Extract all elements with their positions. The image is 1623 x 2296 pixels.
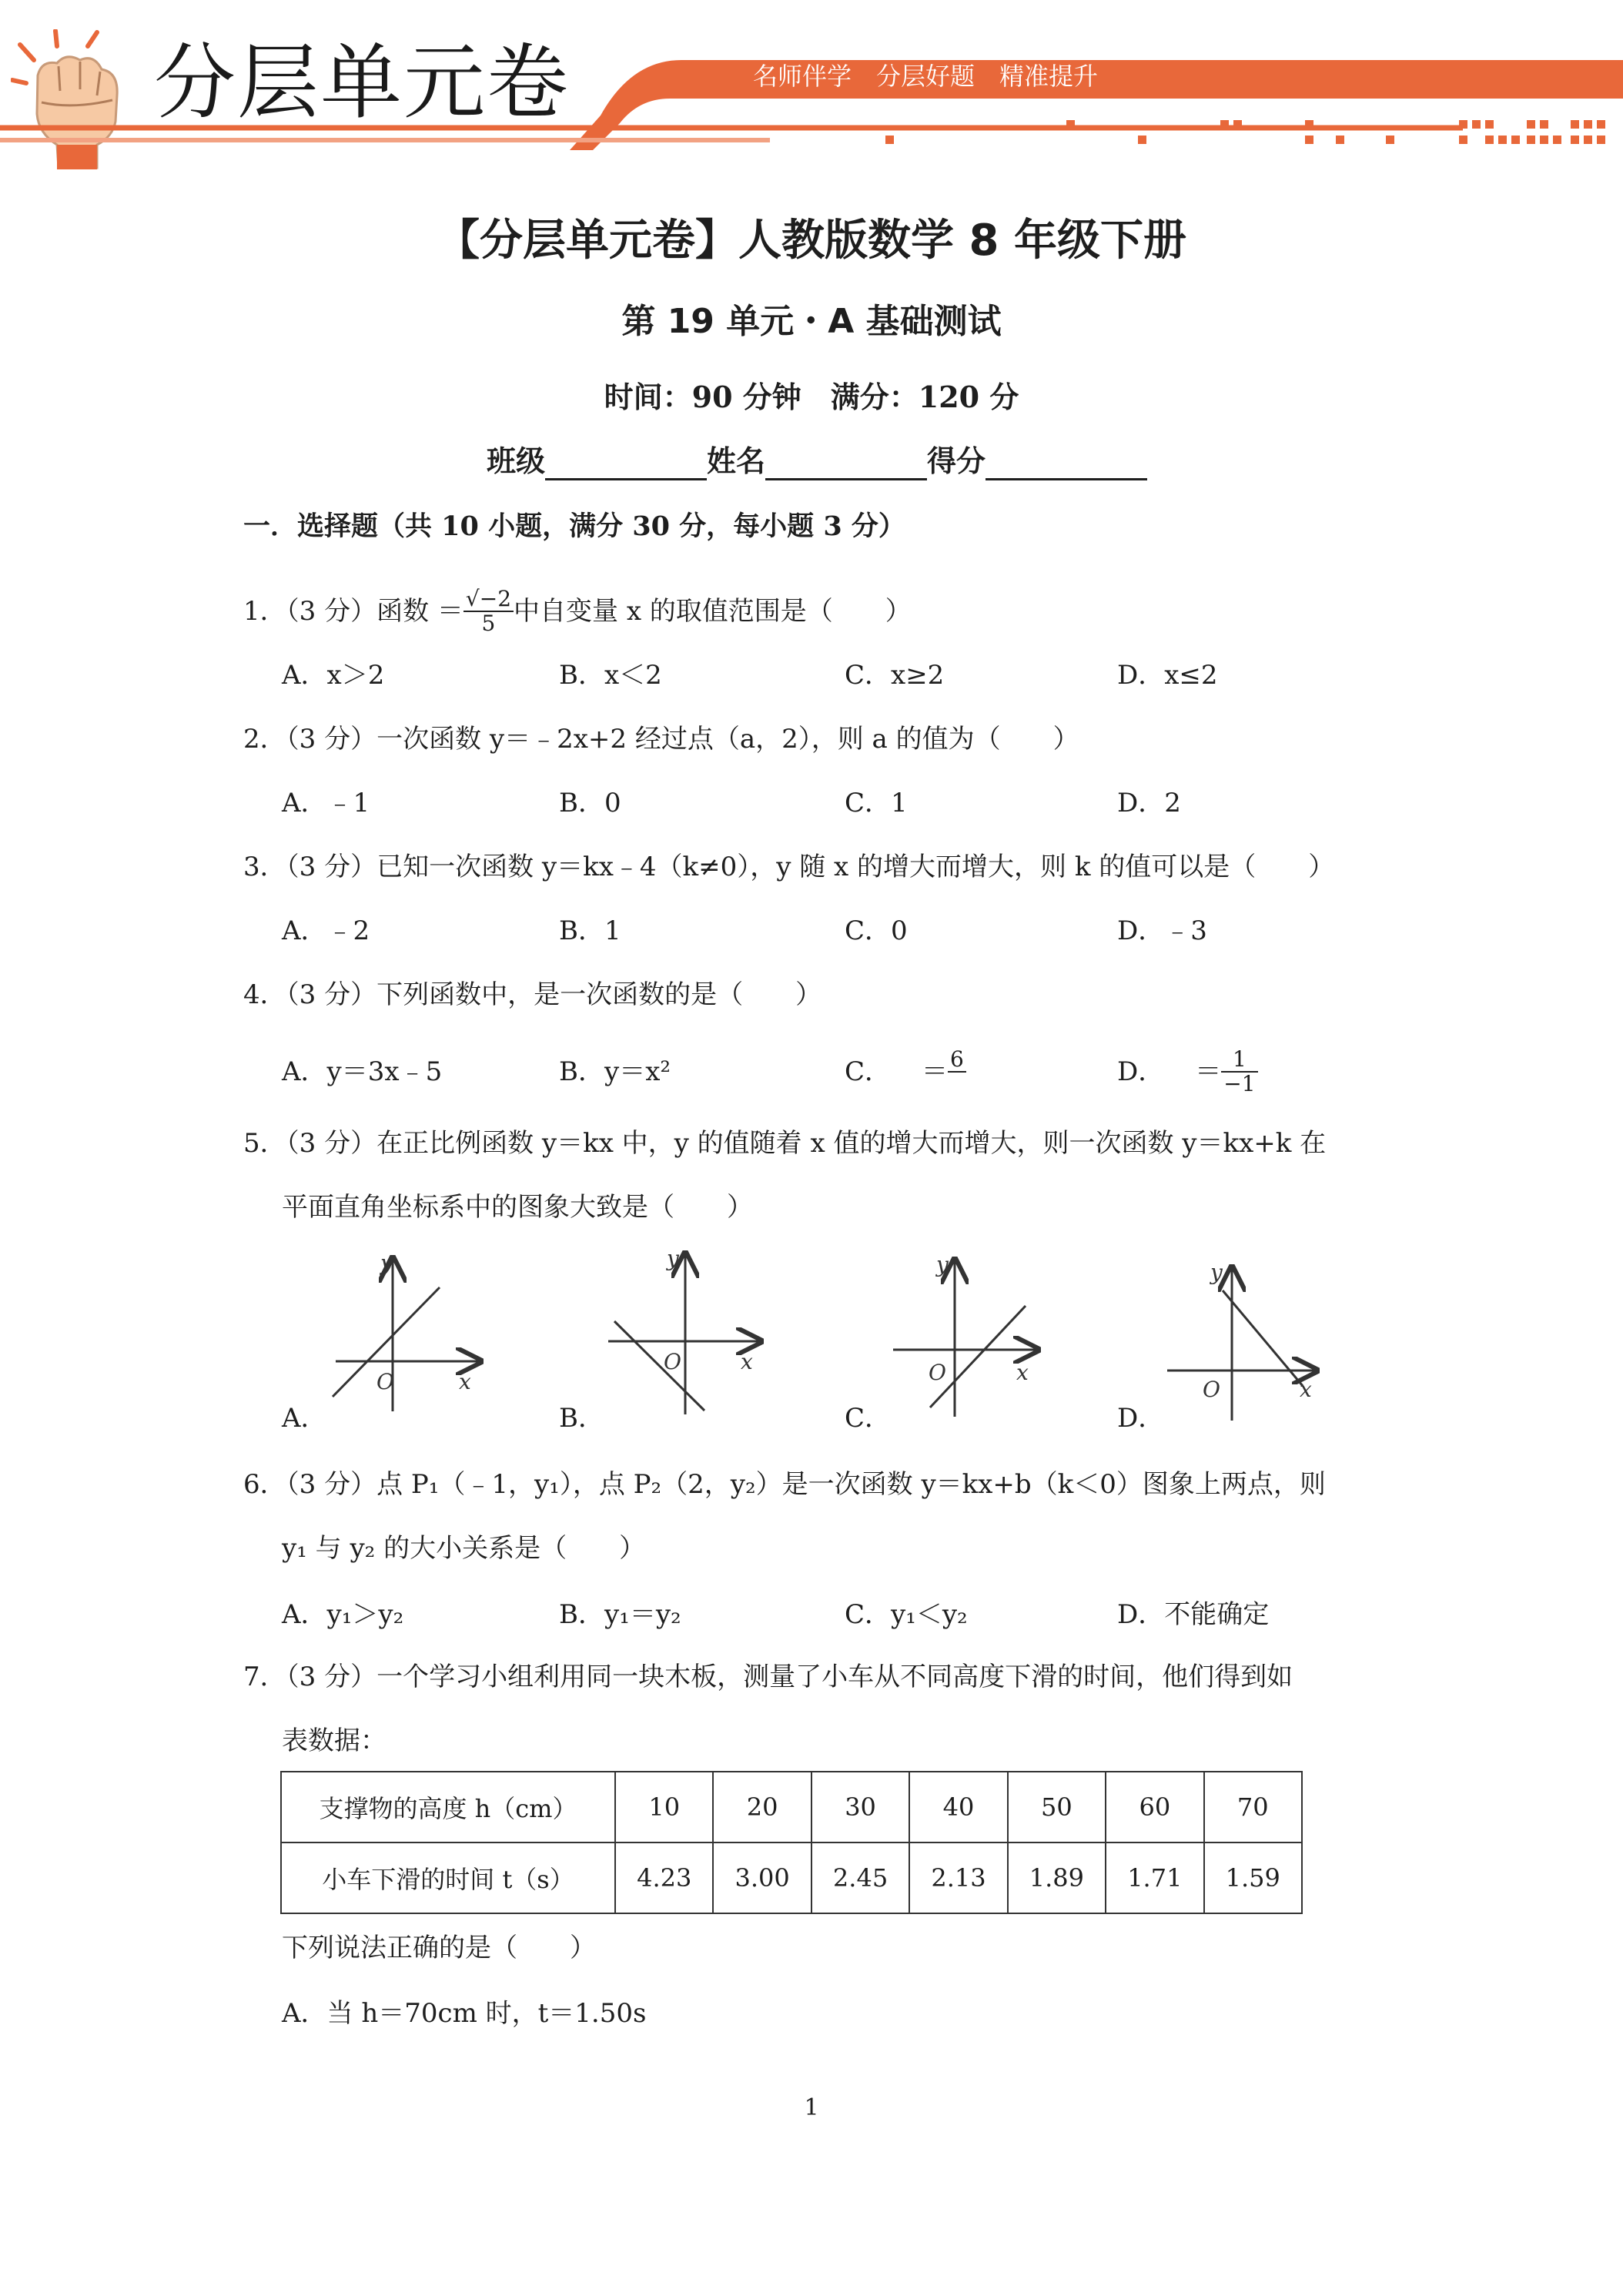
q7-option-a[interactable]: A．当 h＝70cm 时，t＝1.50s xyxy=(282,1998,647,2029)
question-7-prompt: 下列说法正确的是（ ） xyxy=(282,1933,596,1963)
q6-option-d[interactable]: D．不能确定 xyxy=(1117,1599,1270,1630)
q5b-origin-label: O xyxy=(664,1349,681,1374)
q4-option-c-den xyxy=(948,1073,966,1096)
table-cell: 1.59 xyxy=(1204,1842,1302,1913)
q1-option-b[interactable]: B．x＜2 xyxy=(559,660,662,691)
q5-graph-d[interactable] xyxy=(1164,1263,1326,1421)
q5-option-a-label[interactable]: A． xyxy=(282,1403,327,1434)
q4-option-c-fraction xyxy=(948,1048,966,1096)
q6-option-a[interactable]: A．y₁＞y₂ xyxy=(282,1599,404,1630)
q6-option-b[interactable]: B．y₁＝y₂ xyxy=(559,1599,681,1630)
name-label: 姓名 xyxy=(707,443,766,478)
table-row xyxy=(281,1772,1302,1842)
q4-option-c-num: 6 xyxy=(948,1048,966,1073)
q2-option-c[interactable]: C．1 xyxy=(845,788,908,818)
question-1 xyxy=(243,584,912,639)
q5-graph-c[interactable] xyxy=(893,1255,1055,1417)
question-5-line-1: 5．（3 分）在正比例函数 y＝kx 中，y 的值随着 x 值的增大而增大，则一次函数 y＝kx+k 在 xyxy=(243,1128,1327,1159)
student-info-line xyxy=(487,442,1147,480)
q1-frac-den: 5 xyxy=(481,611,496,636)
question-7-line-1: 7．（3 分）一个学习小组利用同一块木板，测量了小车从不同高度下滑的时间，他们得到如 xyxy=(243,1662,1293,1692)
q5a-y-label: y xyxy=(380,1253,393,1276)
table-cell: 4.23 xyxy=(615,1842,713,1913)
q5d-y-label: y xyxy=(1210,1263,1223,1285)
q1-option-c[interactable]: C．x≥2 xyxy=(845,660,945,691)
class-field[interactable] xyxy=(545,450,707,480)
question-6-line-1: 6．（3 分）点 P₁（﹣1，y₁），点 P₂（2，y₂）是一次函数 y＝kx+b（k＜0）图象上两点，则 xyxy=(243,1469,1326,1500)
q4-option-d-num: 1 xyxy=(1221,1048,1257,1073)
q4-option-c[interactable] xyxy=(845,1038,966,1106)
question-6-line-2: y₁ 与 y₂ 的大小关系是（ ） xyxy=(282,1533,646,1564)
name-field[interactable] xyxy=(765,450,927,480)
q5-option-c-label[interactable]: C． xyxy=(845,1403,892,1434)
q5b-x-label: x xyxy=(741,1349,753,1374)
table-cell: 50 xyxy=(1008,1772,1106,1842)
q5c-line xyxy=(930,1306,1026,1407)
q5a-x-label: x xyxy=(459,1369,471,1394)
doc-subtitle: 第 19 单元・A 基础测试 xyxy=(621,302,1002,341)
section-heading: 一．选择题（共 10 小题，满分 30 分，每小题 3 分） xyxy=(243,510,905,542)
q5c-origin-label: O xyxy=(929,1360,946,1385)
table-row xyxy=(281,1842,1302,1913)
table-cell: 30 xyxy=(812,1772,909,1842)
header-slogan: 名师伴学 分层好题 精准提升 xyxy=(753,62,1099,91)
q2-option-b[interactable]: B．0 xyxy=(559,788,621,818)
score-label: 得分 xyxy=(927,443,986,478)
table-cell: 1.89 xyxy=(1008,1842,1106,1913)
q1-text-b: 中自变量 x 的取值范围是（ ） xyxy=(514,596,912,627)
table-cell: 2.45 xyxy=(812,1842,909,1913)
doc-title: 【分层单元卷】人教版数学 8 年级下册 xyxy=(437,216,1186,266)
q4-option-a[interactable]: A．y＝3x﹣5 xyxy=(282,1056,443,1087)
question-3: 3．（3 分）已知一次函数 y＝kx﹣4（k≠0），y 随 x 的增大而增大，则 k 的值可以是（ ） xyxy=(243,852,1335,882)
q4-option-c-equals: ＝ xyxy=(922,1056,949,1087)
q5-option-b-label[interactable]: B． xyxy=(559,1403,604,1434)
q3-option-b[interactable]: B．1 xyxy=(559,915,621,946)
q5d-x-label: x xyxy=(1300,1377,1312,1402)
q5b-line xyxy=(614,1321,704,1411)
table-cell: 40 xyxy=(909,1772,1007,1842)
q4-option-d[interactable] xyxy=(1117,1038,1258,1106)
q3-option-c[interactable]: C．0 xyxy=(845,915,908,946)
table-cell: 1.71 xyxy=(1106,1842,1203,1913)
score-field[interactable] xyxy=(986,450,1147,480)
q5c-y-label: y xyxy=(936,1255,949,1277)
time-score-line: 时间：90 分钟 满分：120 分 xyxy=(604,380,1019,414)
q5-graph-a[interactable] xyxy=(328,1253,490,1411)
brand-title: 分层单元卷 xyxy=(154,35,570,130)
q7-data-table xyxy=(280,1771,1303,1914)
q6-option-c[interactable]: C．y₁＜y₂ xyxy=(845,1599,968,1630)
table-cell: 2.13 xyxy=(909,1842,1007,1913)
table-row-label: 小车下滑的时间 t（s） xyxy=(281,1842,615,1913)
page-number: 1 xyxy=(804,2094,819,2121)
class-label: 班级 xyxy=(487,443,546,478)
q3-option-a[interactable]: A．﹣2 xyxy=(282,915,370,946)
q4-option-b[interactable]: B．y＝x² xyxy=(559,1056,671,1087)
q2-option-a[interactable]: A．﹣1 xyxy=(282,788,370,818)
q1-fraction xyxy=(463,587,514,635)
table-cell: 20 xyxy=(713,1772,811,1842)
q3-option-d[interactable]: D．﹣3 xyxy=(1117,915,1207,946)
q5-graph-b[interactable] xyxy=(608,1249,770,1414)
q4-option-d-den: −1 xyxy=(1223,1071,1256,1096)
question-7-line-2: 表数据： xyxy=(282,1725,387,1756)
q1-option-a[interactable]: A．x＞2 xyxy=(282,660,385,691)
q5a-origin-label: O xyxy=(376,1369,394,1394)
q1-frac-num: √−2 xyxy=(463,587,514,612)
q4-option-c-label: C． xyxy=(845,1056,892,1087)
table-cell: 10 xyxy=(615,1772,713,1842)
q4-option-d-equals: ＝ xyxy=(1195,1056,1222,1087)
table-cell: 70 xyxy=(1204,1772,1302,1842)
q1-option-d[interactable]: D．x≤2 xyxy=(1117,660,1218,691)
q1-text-a: 1．（3 分）函数 ＝ xyxy=(243,596,463,627)
q2-option-d[interactable]: D．2 xyxy=(1117,788,1181,818)
question-2: 2．（3 分）一次函数 y＝﹣2x+2 经过点（a，2），则 a 的值为（ ） xyxy=(243,724,1079,755)
table-cell: 60 xyxy=(1106,1772,1203,1842)
q4-option-d-label: D． xyxy=(1117,1056,1165,1087)
question-4: 4．（3 分）下列函数中，是一次函数的是（ ） xyxy=(243,979,822,1010)
table-cell: 3.00 xyxy=(713,1842,811,1913)
q5c-x-label: x xyxy=(1016,1360,1029,1385)
q5-option-d-label[interactable]: D． xyxy=(1117,1403,1165,1434)
question-5-line-2: 平面直角坐标系中的图象大致是（ ） xyxy=(282,1192,753,1223)
q4-option-d-fraction xyxy=(1221,1048,1257,1096)
q5d-origin-label: O xyxy=(1203,1377,1220,1402)
table-row-label: 支撑物的高度 h（cm） xyxy=(281,1772,615,1842)
q5b-y-label: y xyxy=(667,1249,679,1271)
